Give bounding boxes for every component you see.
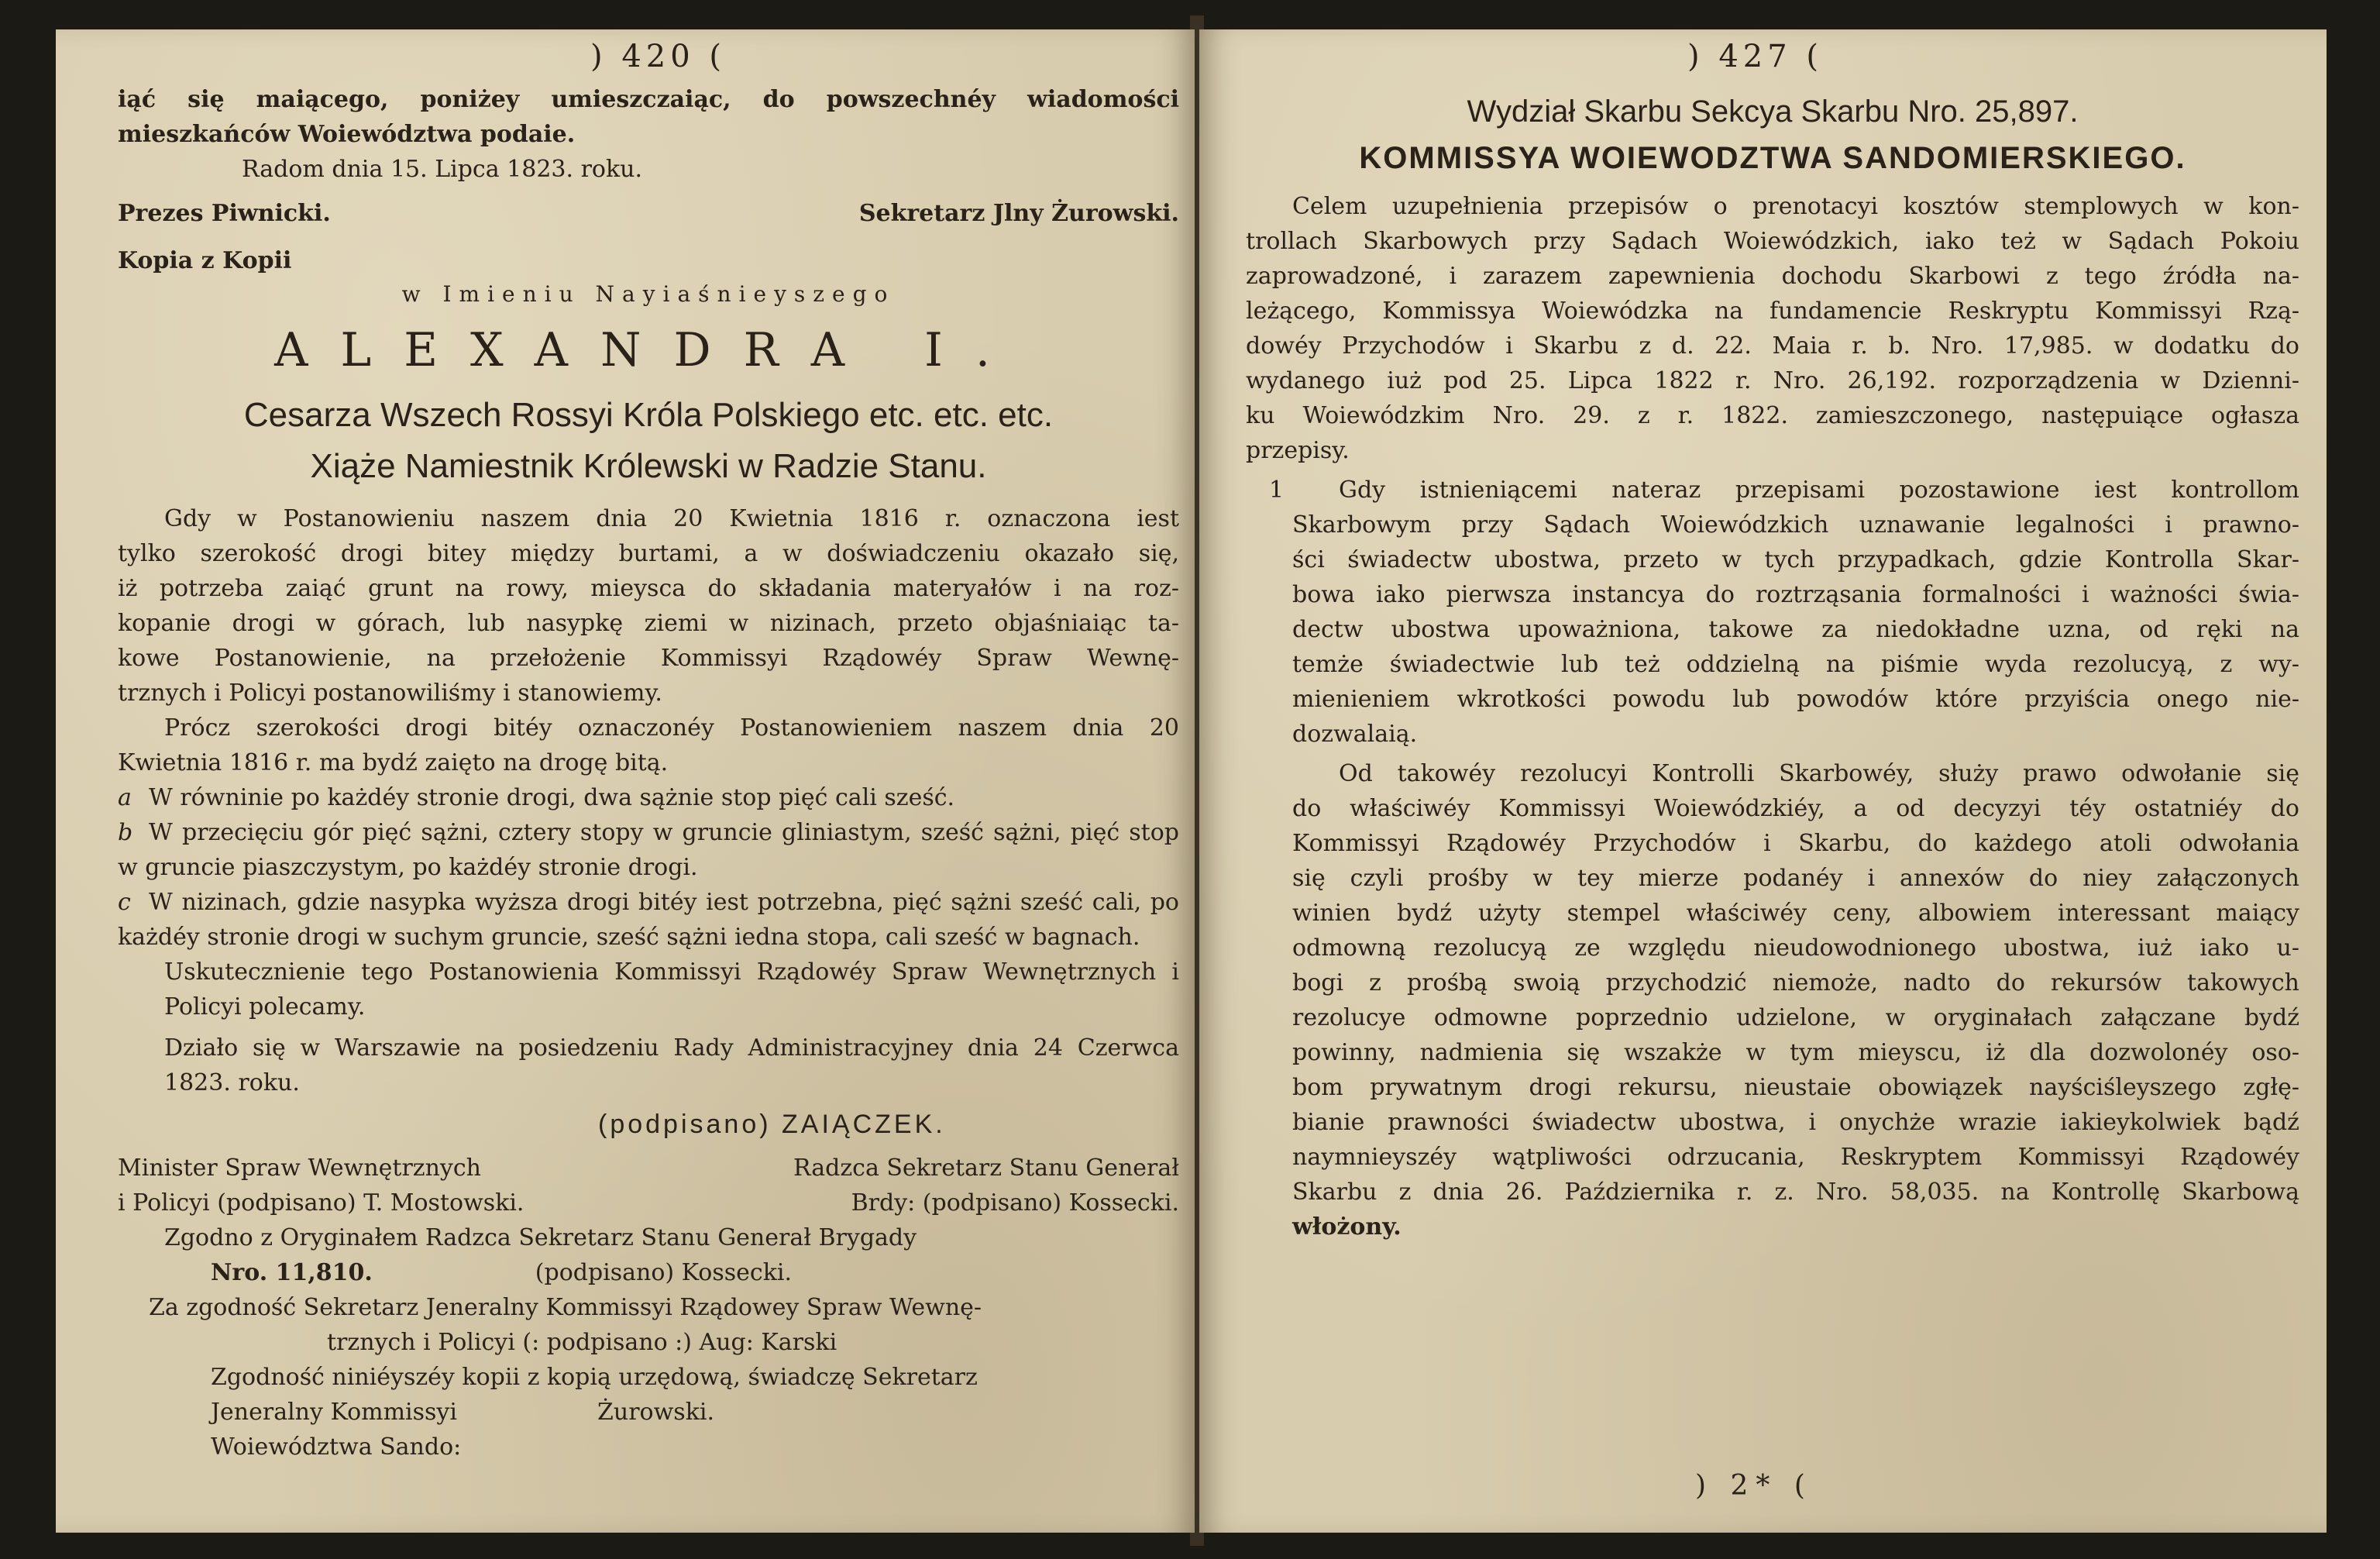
done-at-text: Działo się w Warszawie na posiedzeniu Rady Administracyjney dnia 24 Czerwca 1823. roku. bbox=[164, 1034, 1179, 1096]
left-page-content bbox=[118, 82, 1179, 1464]
text-line: dowéy Przychodów i Skarbu z d. 22. Maia r. b. Nro. 17,985. w dodatku do bbox=[1246, 332, 2299, 360]
signature-right: Sekretarz Jlny Żurowski. bbox=[858, 200, 1179, 227]
text-line: bianie prawności świadectw ubostwa, i onychże wrazie iakieykolwiek bądź bbox=[1292, 1109, 2299, 1136]
text-line: bom prywatnym drogi rekursu, nieustaie obowiązek nayściśleyszego zgłę- bbox=[1292, 1074, 2299, 1101]
text-line: włożony. bbox=[1292, 1213, 1402, 1241]
text-line: dectw ubostwa upoważniona, takowe za niedokładne uzna, od ręki na bbox=[1292, 616, 2299, 643]
text-line: kowe Postanowienie, na przełożenie Kommissyi Rządowéy Spraw Wewnę- bbox=[118, 645, 1179, 672]
text-line: Od takowéy rezolucyi Kontrolli Skarbowéy, służy prawo odwołanie się bbox=[1339, 760, 2299, 787]
text-line: Skarbu z dnia 26. Października r. z. Nro. 58,035. na Kontrollę Skarbową bbox=[1292, 1179, 2299, 1206]
accord-line: Zgodno z Oryginałem Radzca Sekretarz Stanu Generał Brygady bbox=[164, 1224, 917, 1251]
nro-left: Nro. 11,810. bbox=[211, 1259, 373, 1286]
text-line: bowa iako pierwsza instancya do roztrząsania formalności i ważności świa- bbox=[1292, 581, 2299, 608]
text-line: Gdy istnieniącemi nateraz przepisami pozostawione iest kontrollom bbox=[1339, 477, 2299, 504]
item-mark: b bbox=[118, 819, 133, 846]
item-text: W nizinach, gdzie nasypka wyższa drogi bitéy iest potrzebna, pięć sążni sześć cali, po każdéy stronie drogi w suchym gruncie, sześć sążni iedna stopa, cali sześć w bagnach. bbox=[118, 889, 1179, 951]
item-text: W przecięciu gór pięć sążni, cztery stopy w gruncie gliniastym, sześć sążni, pięć stop w gruncie piaszczystym, po każdéy stronie drogi. bbox=[118, 819, 1179, 881]
right-page bbox=[1199, 29, 2327, 1533]
text-line: Celem uzupełnienia przepisów o prenotacyi kosztów stemplowych w kon- bbox=[1292, 193, 2299, 220]
name-line: w Imieniu Nayiaśnieyszego bbox=[401, 281, 896, 307]
list-item bbox=[118, 815, 1179, 885]
page-number-left: ) 420 ( bbox=[590, 39, 726, 74]
text-line: naymnieyszéy wątpliwości odrzucania, Reskryptem Kommissyi Rządowéy bbox=[1292, 1144, 2299, 1171]
text-line: odmowną rezolucyą ze względu nieudowodnionego ubostwa, iuż iako u- bbox=[1292, 934, 2299, 962]
text-line: Skarbowym przy Sądach Woiewódzkich uznawanie legalności i prawno- bbox=[1292, 511, 2299, 539]
department-header: Wydział Skarbu Sekcya Skarbu Nro. 25,897. bbox=[1467, 95, 2079, 129]
text-line: trollach Skarbowych przy Sądach Woiewódzkich, iako też w Sądach Pokoiu bbox=[1246, 228, 2299, 255]
text-line: rezolucye odmowne poprzednio udzielone, w oryginałach załączane bydź bbox=[1292, 1004, 2299, 1031]
list-item bbox=[118, 780, 1179, 815]
page-number-right: ) 427 ( bbox=[1687, 39, 1823, 74]
text-line: ku Woiewódzkim Nro. 29. z r. 1822. zamieszczonego, następuiące ogłasza bbox=[1246, 402, 2299, 429]
text-line: Prócz szerokości drogi bitéy oznaczonéy Postanowieniem naszem dnia 20 bbox=[164, 714, 1179, 742]
text-line: leżącego, Kommissya Woiewódzka na fundamencie Reskryptu Kommissyi Rzą- bbox=[1246, 298, 2299, 325]
nro-row bbox=[118, 1255, 1179, 1290]
text-line: wydanego iuż pod 25. Lipca 1822 r. Nro. 26,192. rozporządzenia w Dzienni- bbox=[1246, 367, 2299, 394]
accord3-row bbox=[118, 1395, 1179, 1464]
minister-right: Radzca Sekretarz Stanu Generał bbox=[793, 1155, 1179, 1182]
item-list bbox=[118, 780, 1179, 955]
text-line: winien bydź użyty stempel właściwéy ceny, albowiem interessant maiący bbox=[1292, 900, 2299, 927]
text-line: Radom dnia 15. Lipca 1823. roku. bbox=[242, 156, 643, 183]
text-line: Kwietnia 1816 r. ma bydź zaięto na drogę bitą. bbox=[118, 749, 669, 776]
text-line: tylko szerokość drogi bitey między burtami, a w doświadczeniu okazało się, bbox=[118, 540, 1179, 567]
text-line: się czyli prośby w tey mierze podanéy i annexów do niey załączonych bbox=[1292, 865, 2299, 892]
minister-row bbox=[118, 1151, 1179, 1186]
commission-header: KOMMISSYA WOIEWODZTWA SANDOMIERSKIEGO. bbox=[1359, 141, 2186, 175]
text-line: temże świadectwie lub też oddzielną na piśmie wyda rezolucyą, z wy- bbox=[1292, 651, 2299, 678]
point-2 bbox=[1246, 756, 2299, 1244]
text-line: zaprowadzoné, i zarazem zapewnienia dochodu Skarbowi z tego źródła na- bbox=[1246, 263, 2299, 290]
text-line: bogi z prośbą swoią przychodzić niemoże, nadto do rekursów takowych bbox=[1292, 969, 2299, 996]
right-page-content bbox=[1246, 82, 2299, 1244]
minister-row-2 bbox=[118, 1186, 1179, 1220]
decree-body bbox=[118, 501, 1179, 780]
text-line: przepisy. bbox=[1246, 437, 1350, 464]
title-line-1: Cesarza Wszech Rossyi Króla Polskiego etc. etc. etc. bbox=[243, 396, 1054, 434]
text-line: iąć się maiącego, poniżey umieszczaiąc, do powszechnéy wiadomości mieszkańców Woiewództwa podaie. bbox=[118, 86, 1179, 148]
list-item bbox=[118, 885, 1179, 955]
text-line: dozwalaią. bbox=[1292, 721, 1418, 748]
text-line: trznych i Policyi postanowiliśmy i stanowiemy. bbox=[118, 680, 662, 707]
accord2-a: Za zgodność Sekretarz Jeneralny Kommissyi Rządowey Spraw Wewnę- bbox=[149, 1294, 982, 1321]
accord3-c: Żurowski. bbox=[597, 1399, 714, 1426]
left-page bbox=[56, 29, 1195, 1533]
item-mark: a bbox=[118, 784, 132, 811]
text-line: iż potrzeba zaiąć grunt na rowy, mieysca do składania materyałów i na roz- bbox=[118, 575, 1179, 602]
text-line: kopanie drogi w górach, lub nasypkę ziemi w nizinach, przeto objaśniaiąc ta- bbox=[118, 610, 1179, 637]
execution-text: Uskutecznienie tego Postanowienia Kommissyi Rządowéy Spraw Wewnętrznych i Policyi polecamy. bbox=[164, 958, 1179, 1020]
copy-label: Kopia z Kopii bbox=[118, 247, 292, 274]
text-line: Kommissyi Rządowéy Przychodów i Skarbu, do każdego atoli odwołania bbox=[1292, 830, 2299, 857]
accord3-a: Zgodność niniéyszéy kopii z kopią urzędową, świadczę Sekretarz bbox=[211, 1364, 978, 1391]
intro-paragraph bbox=[1246, 189, 2299, 468]
text-line: do właściwéy Kommissyi Woiewódzkiéy, a od decyzyi téy ostatniéy do bbox=[1292, 795, 2299, 822]
signature-row bbox=[118, 196, 1179, 231]
nro-right: (podpisano) Kossecki. bbox=[535, 1259, 792, 1286]
text-line: Gdy w Postanowieniu naszem dnia 20 Kwietnia 1816 r. oznaczona iest bbox=[164, 505, 1179, 532]
text-line: mienieniem wkrotkości powodu lub powodów które przyiścia onego nie- bbox=[1292, 686, 2299, 713]
text-line: powinny, nadmienia się wszakże w tym mieyscu, iż dla dozwolonéy oso- bbox=[1292, 1039, 2299, 1066]
item-text: W równinie po każdéy stronie drogi, dwa sążnie stop pięć cali sześć. bbox=[149, 784, 955, 811]
point-1 bbox=[1246, 473, 2299, 752]
emperor-name: ALEXANDRA I. bbox=[274, 323, 1023, 377]
accord3-b: Jeneralny Kommissyi Woiewództwa Sando: bbox=[211, 1399, 462, 1461]
point-1-mark: 1 bbox=[1269, 477, 1285, 504]
minister-left: Minister Spraw Wewnętrznych bbox=[118, 1155, 481, 1182]
minister-right-2: Brdy: (podpisano) Kossecki. bbox=[851, 1189, 1179, 1217]
minister-left-2: i Policyi (podpisano) T. Mostowski. bbox=[118, 1189, 524, 1217]
title-line-2: Xiąże Namiestnik Królewski w Radzie Stanu. bbox=[310, 447, 987, 485]
signed-line: (podpisano) ZAIĄCZEK. bbox=[598, 1110, 946, 1139]
text-line: ści świadectw ubostwa, przeto w tych przypadkach, gdzie Kontrolla Skar- bbox=[1292, 546, 2299, 573]
signature-mark: ) 2* ( bbox=[1695, 1470, 1813, 1502]
accord2-b: trznych i Policyi (: podpisano :) Aug: Karski bbox=[327, 1329, 837, 1356]
item-mark: c bbox=[118, 889, 131, 916]
signature-left: Prezes Piwnicki. bbox=[118, 200, 331, 227]
